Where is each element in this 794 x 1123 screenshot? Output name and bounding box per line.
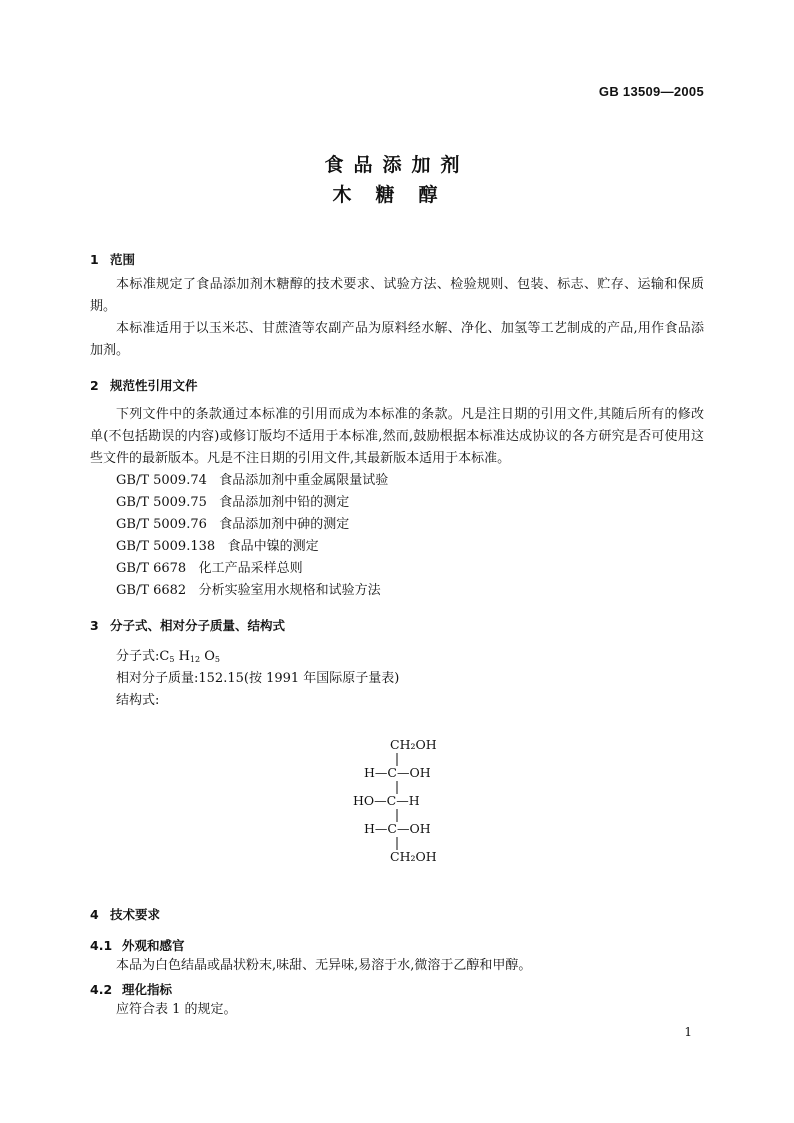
section-3-heading <box>90 616 285 634</box>
structural-formula <box>340 732 460 872</box>
structure-row-1: H—C—OH <box>364 765 431 780</box>
structure-row-3: H—C—OH <box>364 821 431 836</box>
reference-title: 食品中镍的测定 <box>227 539 319 554</box>
section-4-2-paragraph: 应符合表 1 的规定。 <box>116 1002 237 1017</box>
reference-item <box>116 558 303 580</box>
molecular-formula: 分子式$:C_5$ $H_{12}$ $O_5$ <box>116 649 221 664</box>
section-number: 3 <box>90 618 99 633</box>
document-title-line2: 木糖醇 <box>332 184 462 206</box>
reference-title: 食品添加剂中重金属限量试验 <box>219 473 389 488</box>
section-number: 1 <box>90 252 99 267</box>
section-number: 4.2 <box>90 982 113 997</box>
reference-code: GB/T 6678 <box>116 561 187 576</box>
standard-code: GB 13509—2005 <box>598 84 704 99</box>
section-4-2-heading <box>90 980 172 998</box>
structure-bottom-group: CH₂OH <box>390 849 437 864</box>
reference-code: GB/T 5009.76 <box>116 517 207 532</box>
section-title: 技术要求 <box>110 907 161 922</box>
reference-code: GB/T 5009.75 <box>116 495 207 510</box>
structure-top-group: CH₂OH <box>390 737 437 752</box>
document-title-line1: 食品添加剂 <box>324 154 470 176</box>
reference-title: 食品添加剂中砷的测定 <box>219 517 350 532</box>
reference-item <box>116 536 319 558</box>
section-title: 范围 <box>110 252 136 267</box>
section-title: 规范性引用文件 <box>110 378 198 393</box>
reference-title: 分析实验室用水规格和试验方法 <box>198 583 381 598</box>
section-title: 分子式、相对分子质量、结构式 <box>110 618 286 633</box>
section-number: 2 <box>90 378 99 393</box>
section-2-paragraph: 下列文件中的条款通过本标准的引用而成为本标准的条款。凡是注日期的引用文件,其随后所有的修改单(不包括勘误的内容)或修订版均不适用于本标准,然而,鼓励根据本标准达成协议的各方研究是否可使用这些文件的最新版本。凡是不注日期的引用文件,其最新版本适用于本标准。 <box>90 407 704 466</box>
structure-label: 结构式: <box>116 693 160 708</box>
section-4-1-paragraph: 本品为白色结晶或晶状粉末,味甜、无异味,易溶于水,微溶于乙醇和甲醇。 <box>116 958 532 973</box>
section-number: 4.1 <box>90 938 113 953</box>
formula-label: 分子式: <box>116 649 160 664</box>
reference-item <box>116 580 381 602</box>
reference-item <box>116 470 388 492</box>
reference-code: GB/T 5009.138 <box>116 539 216 554</box>
page-number: 1 <box>684 1025 692 1039</box>
reference-title: 化工产品采样总则 <box>198 561 303 576</box>
section-title: 理化指标 <box>122 982 173 997</box>
section-4-1-heading <box>90 936 185 954</box>
reference-title: 食品添加剂中铅的测定 <box>219 495 350 510</box>
reference-item <box>116 514 349 536</box>
reference-code: GB/T 6682 <box>116 583 187 598</box>
section-1-heading <box>90 250 135 268</box>
section-1-paragraph-1: 本标准规定了食品添加剂木糖醇的技术要求、试验方法、检验规则、包装、标志、贮存、运输和保质期。 <box>90 277 704 314</box>
reference-item <box>116 492 349 514</box>
section-1-paragraph-2: 本标准适用于以玉米芯、甘蔗渣等农副产品为原料经水解、净化、加氢等工艺制成的产品,用作食品添加剂。 <box>90 321 704 358</box>
section-2-heading <box>90 376 198 394</box>
molecular-mass: 相对分子质量:152.15(按 1991 年国际原子量表) <box>116 671 400 686</box>
section-number: 4 <box>90 907 99 922</box>
section-title: 外观和感官 <box>122 938 185 953</box>
reference-code: GB/T 5009.74 <box>116 473 207 488</box>
structural-formula-svg <box>340 732 460 872</box>
section-4-heading <box>90 905 160 923</box>
structure-row-2: HO—C—H <box>353 793 420 808</box>
